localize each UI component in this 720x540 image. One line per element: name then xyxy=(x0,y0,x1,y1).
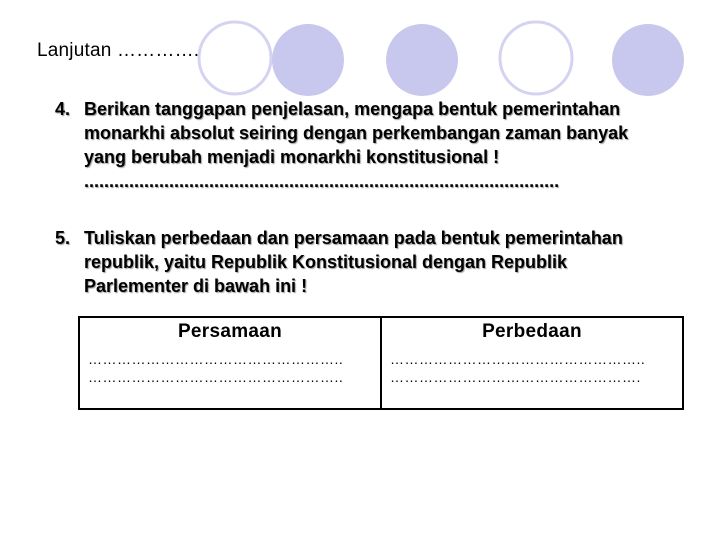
question-line: Tuliskan perbedaan dan persamaan pada bentuk pemerintahan xyxy=(84,228,623,248)
page-title: Lanjutan …………. xyxy=(37,40,200,61)
question-line: Berikan tanggapan penjelasan, mengapa bentuk pemerintahan xyxy=(84,99,621,119)
blank-line: …………………………………………….. xyxy=(88,369,344,385)
answer-blank-line: ............................................................................................... xyxy=(84,171,560,191)
question-line: republik, yaitu Republik Konstitusional dengan Republik xyxy=(84,252,568,272)
blank-line: ……………………………………………. xyxy=(390,369,641,385)
decor-circle-filled-3 xyxy=(612,24,684,96)
decor-circle-filled-1 xyxy=(272,24,344,96)
perbedaan-column xyxy=(382,318,682,408)
blank-line: …………………………………………….. xyxy=(88,351,344,367)
column-header-persamaan: Persamaan xyxy=(177,321,283,342)
question-number: 5. xyxy=(55,228,71,248)
blank-line: …………………………………………….. xyxy=(390,351,646,367)
column-header-perbedaan: Perbedaan xyxy=(482,321,582,342)
question-number: 4. xyxy=(55,99,71,119)
answer-blank-persamaan[interactable] xyxy=(80,343,380,386)
question-line: monarkhi absolut seiring dengan perkembangan zaman banyak xyxy=(84,123,629,143)
question-line: yang berubah menjadi monarkhi konstitusional ! xyxy=(84,147,500,167)
decor-circle-filled-2 xyxy=(386,24,458,96)
decor-circle-outline-2 xyxy=(500,22,572,94)
question-text xyxy=(84,97,694,193)
question-line: Parlementer di bawah ini ! xyxy=(84,276,308,296)
comparison-table xyxy=(78,316,684,410)
decor-circle-outline-1 xyxy=(199,22,271,94)
question-text xyxy=(84,226,694,298)
persamaan-column xyxy=(80,318,382,408)
answer-blank-perbedaan[interactable] xyxy=(382,343,682,386)
